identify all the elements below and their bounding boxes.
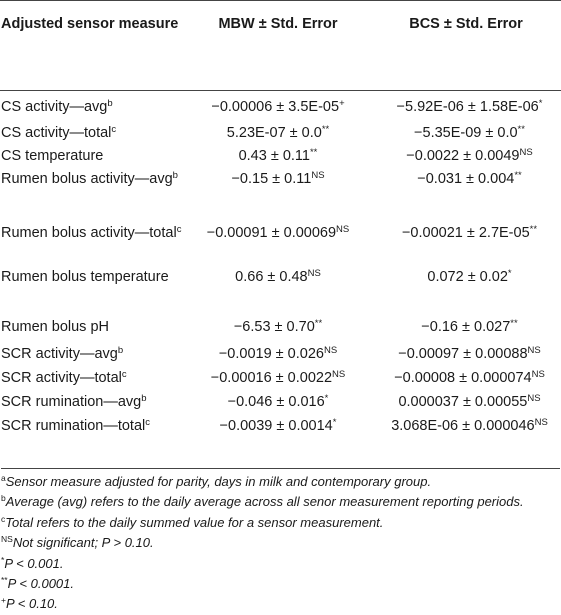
bcs-value: $-0.0022 \pm 0.0049^{NS}$ <box>406 146 533 164</box>
footnote: **P < 0.0001. <box>1 575 75 592</box>
mbw-value: −0.00006 ± 3.5E-05+ <box>211 98 345 115</box>
header-sensor-measure: Adjusted sensor measure <box>0 1 190 91</box>
footnote: +P < 0.10. <box>1 595 58 612</box>
row-label: Rumen bolus activity—avg$^b$ <box>1 169 178 187</box>
mbw-value: $-0.15 \pm 0.11^{NS}$ <box>231 169 325 187</box>
row-label: Rumen bolus activity—total$^c$ <box>1 223 182 241</box>
mbw-value: $0.66 \pm 0.48^{NS}$ <box>235 267 321 285</box>
table-row <box>0 267 561 317</box>
table-row <box>0 91 561 123</box>
bcs-value: −0.16 ± 0.027** <box>421 317 518 335</box>
table-row <box>0 123 561 146</box>
bcs-value: −5.35E-09 ± 0.0** <box>414 123 525 141</box>
mbw-value: $-0.00091 \pm 0.00069^{NS}$ <box>206 223 350 241</box>
footnote: $^c$Total refers to the daily summed value for a sensor measurement. <box>1 513 384 530</box>
header-row <box>0 1 561 91</box>
bcs-value: $0.000037 \pm 0.00055^{NS}$ <box>398 392 541 410</box>
table-row <box>0 344 561 368</box>
bcs-value: −5.92E-06 ± 1.58E-06* <box>396 98 543 115</box>
table-row <box>0 392 561 416</box>
bcs-value: $-0.00097 \pm 0.00088^{NS}$ <box>398 344 541 362</box>
row-label: CS temperature <box>1 147 104 164</box>
header-mbw: MBW ± Std. Error <box>190 1 366 91</box>
row-label: SCR activity—total$^c$ <box>1 368 127 386</box>
table-row <box>0 169 561 223</box>
header-bcs: BCS ± Std. Error <box>366 1 561 91</box>
bcs-value: −0.031 ± 0.004** <box>417 169 522 187</box>
footnote: $^a$Sensor measure adjusted for parity, days in milk and contemporary group. <box>1 473 432 489</box>
row-label: CS activity—total$^c$ <box>1 123 117 141</box>
table-row <box>0 368 561 392</box>
row-label: CS activity—avg$^b$ <box>1 98 113 115</box>
footnote: $^b$Average (avg) refers to the daily average across all senor measurement reporting periods. <box>1 493 524 510</box>
mbw-value: 5.23E-07 ± 0.0** <box>226 123 330 141</box>
row-label: Rumen bolus temperature <box>1 268 169 285</box>
footnote: $^{NS}$Not significant; P > 0.10. <box>1 534 154 551</box>
mbw-value: −6.53 ± 0.70** <box>233 317 323 335</box>
mbw-value: −0.0039 ± 0.0014* <box>219 416 337 434</box>
row-label: SCR rumination—total$^c$ <box>1 416 150 434</box>
footnote: *P < 0.001. <box>1 554 64 571</box>
bcs-value: −0.00021 ± 2.7E-05** <box>401 223 538 241</box>
bcs-value: $3.068E-06 \pm 0.000046^{NS}$ <box>391 416 548 434</box>
table-row <box>0 416 561 442</box>
table-row <box>0 317 561 344</box>
mbw-value: −0.046 ± 0.016* <box>227 392 329 410</box>
row-label: SCR activity—avg$^b$ <box>1 344 124 362</box>
row-label: SCR rumination—avg$^b$ <box>1 392 147 410</box>
mbw-value: 0.43 ± 0.11** <box>238 146 318 164</box>
table-row <box>0 223 561 267</box>
row-label: Rumen bolus pH <box>1 318 109 335</box>
mbw-value: $-0.00016 \pm 0.0022^{NS}$ <box>210 368 346 386</box>
footnotes <box>1 468 560 615</box>
mbw-value: $-0.0019 \pm 0.026^{NS}$ <box>218 344 338 362</box>
table-row <box>0 146 561 169</box>
bcs-value: 0.072 ± 0.02* <box>427 267 512 285</box>
bcs-value: $-0.00008 \pm 0.000074^{NS}$ <box>394 368 545 386</box>
